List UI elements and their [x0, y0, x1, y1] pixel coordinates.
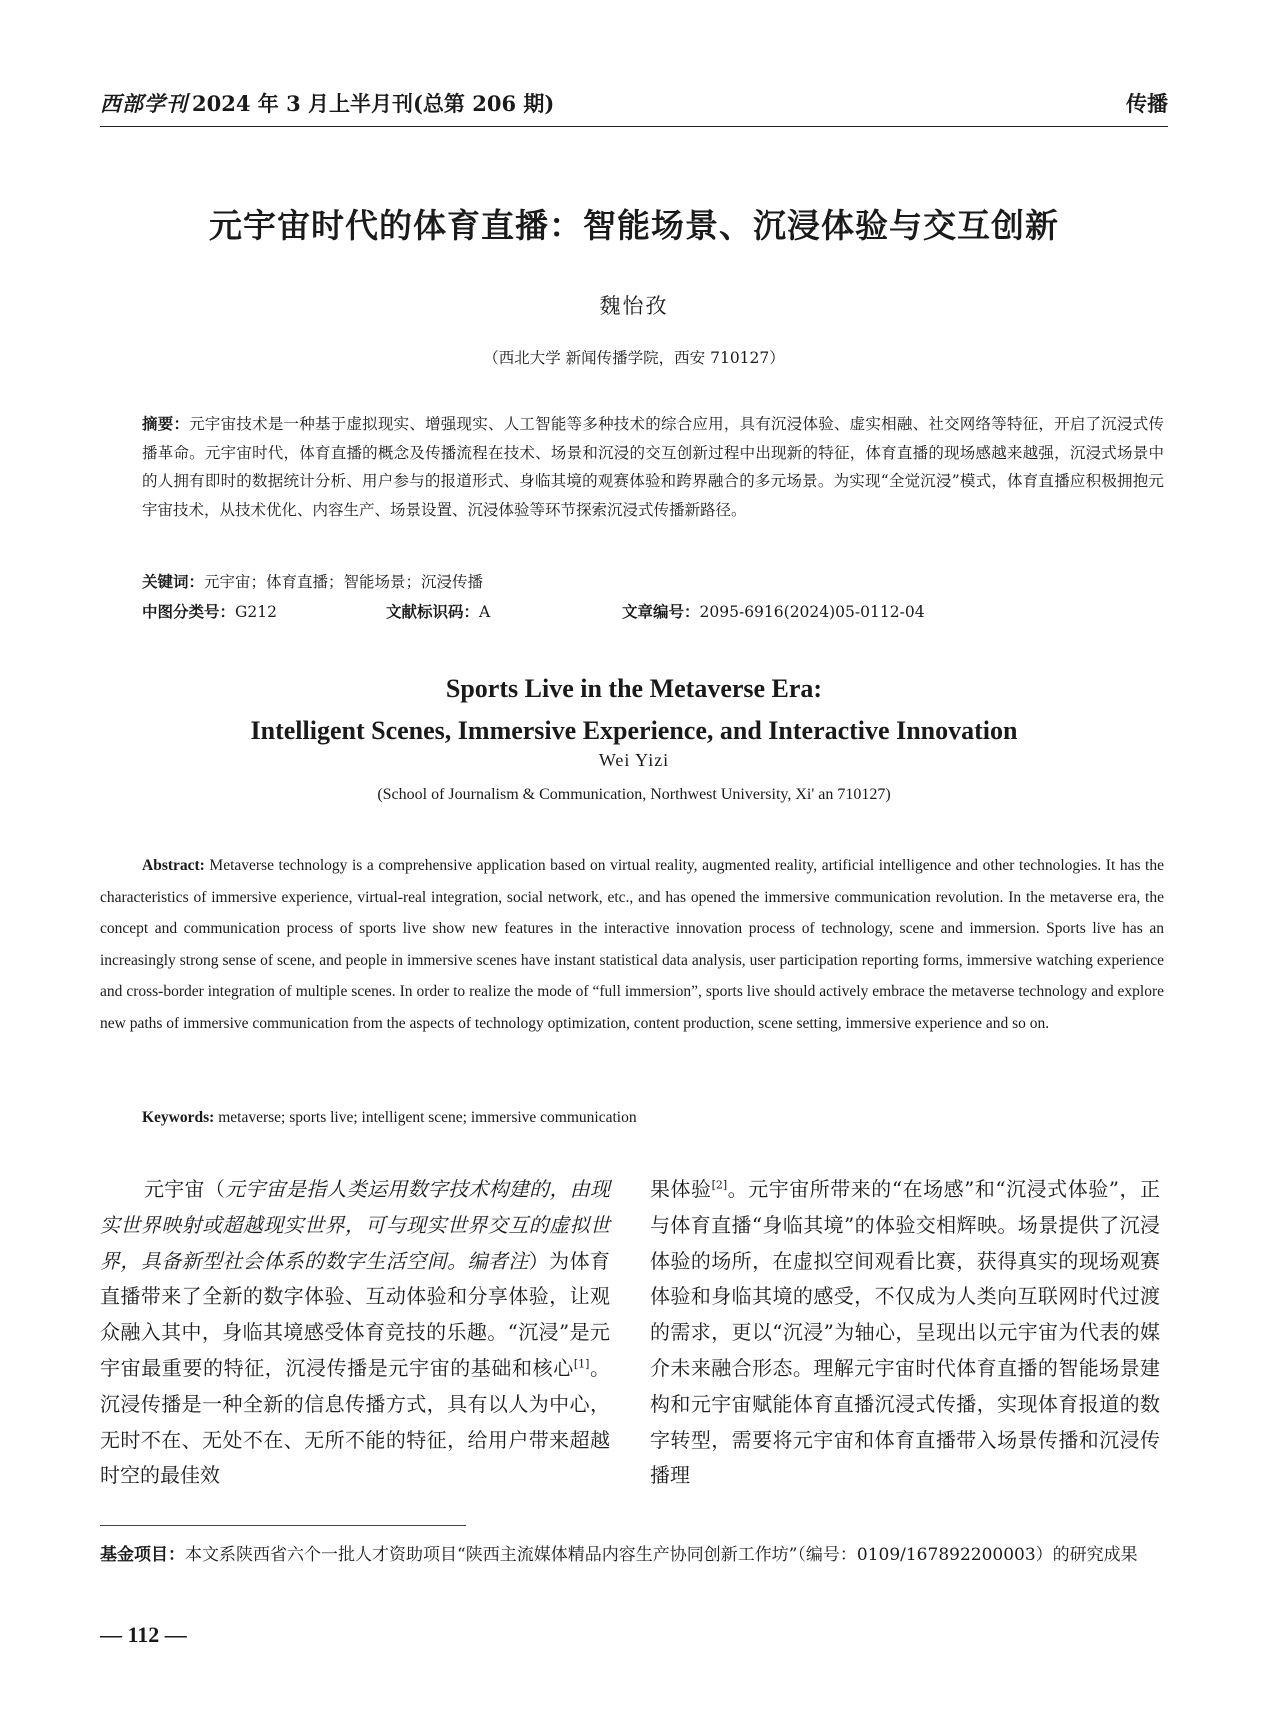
clc-label: 中图分类号： [142, 603, 236, 621]
footnote-rule [100, 1525, 466, 1526]
abstract-cn-label: 摘要： [142, 415, 190, 433]
keywords-cn [142, 568, 1164, 597]
keywords-cn-text: 元宇宙；体育直播；智能场景；沉浸传播 [204, 573, 484, 591]
title-en-line-2: Intelligent Scenes, Immersive Experience, and Interactive Innovation [250, 716, 1018, 745]
doc-code [386, 598, 490, 627]
funding-label: 基金项目： [100, 1545, 185, 1565]
editor-note: 元宇宙是指人类运用数字技术构建的，由现实世界映射或超越现实世界，可与现实世界交互的虚拟世界，具备新型社会体系的数字生活空间。编者注 [100, 1177, 611, 1273]
clc-value: G212 [235, 603, 277, 621]
keywords-en-text: metaverse; sports live; intelligent scene; immersive communication [214, 1109, 637, 1126]
article-number [622, 598, 925, 627]
abstract-cn [142, 410, 1164, 524]
keywords-en [142, 1104, 1164, 1132]
running-header-left [100, 88, 554, 118]
body-right-part-a: 果体验 [650, 1177, 712, 1201]
abstract-en-label: Abstract: [142, 857, 205, 874]
article-title-cn: 元宇宙时代的体育直播：智能场景、沉浸体验与交互创新 [209, 206, 1059, 245]
body-left-part-a: 元宇宙（ [144, 1177, 226, 1201]
affiliation-cn: （西北大学 新闻传播学院，西安 710127） [483, 349, 785, 367]
article-label: 文章编号： [622, 603, 700, 621]
abstract-en-text: Metaverse technology is a comprehensive application based on virtual reality, augmented reality, artificial intelligence and other technologies. It has the characteristics of immersive experience, virtual-real integration, social network, etc., and has opened the immersive communication revolution. In the metaverse era, the concept and communication process of sports live show new features in the interactive innovation process of technology, scene and immersion. Sports live has an increasingly strong sense of scene, and people in immersive scenes have instant statistical data analysis, user participation reporting forms, immersive watching experience and cross-border integration of multiple scenes. In order to realize the mode of “full immersion”, sports live should actively embrace the metaverse technology and explore new paths of immersive communication from the aspects of technology optimization, content production, scene setting, immersive experience and so on. [100, 857, 1164, 1032]
body-right-part-b: 。元宇宙所带来的“在场感”和“沉浸式体验”，正与体育直播“身临其境”的体验交相辉映。场景提供了沉浸体验的场所，在虚拟空间观看比赛，获得真实的现场观赛体验和身临其境的感受，不仅成为人类向互联网时代过渡的需求，更以“沉浸”为轴心，呈现出以元宇宙为代表的媒介未来融合形态。理解元宇宙时代体育直播的智能场景建构和元宇宙赋能体育直播沉浸式传播，实现体育报道的数字转型，需要将元宇宙和体育直播带入场景传播和沉浸传播理 [650, 1177, 1160, 1488]
body-left-part-b: ）为体育直播带来了全新的数字体验、互动体验和分享体验，让观众融入其中，身临其境感受体育竞技的乐趣。“沉浸”是元宇宙最重要的特征，沉浸传播是元宇宙的基础和核心 [100, 1248, 611, 1380]
body-column-right [650, 1172, 1160, 1494]
doc-value: A [479, 603, 491, 621]
section-label: 传播 [1126, 91, 1168, 116]
running-header [100, 88, 1168, 122]
keywords-en-label: Keywords: [142, 1109, 215, 1126]
page-number: — 112 — [100, 1622, 187, 1647]
doc-label: 文献标识码： [386, 603, 480, 621]
author-en: Wei Yizi [598, 750, 670, 770]
title-en-line-1: Sports Live in the Metaverse Era: [445, 674, 823, 703]
header-rule [100, 126, 1168, 127]
abstract-cn-text: 元宇宙技术是一种基于虚拟现实、增强现实、人工智能等多种技术的综合应用，具有沉浸体验、虚实相融、社交网络等特征，开启了沉浸式传播革命。元宇宙时代，体育直播的概念及传播流程在技术、场景和沉浸的交互创新过程中出现新的特征，体育直播的现场感越来越强，沉浸式场景中的人拥有即时的数据统计分析、用户参与的报道形式、身临其境的观赛体验和跨界融合的多元场景。为实现“全觉沉浸”模式，体育直播应积极拥抱元宇宙技术，从技术优化、内容生产、场景设置、沉浸体验等环节探索沉浸式传播新路径。 [142, 415, 1164, 519]
abstract-en [100, 850, 1164, 1039]
classification-row [142, 598, 1164, 626]
citation-ref-1: [1] [573, 1357, 590, 1371]
journal-logo: 西部学刊 [100, 91, 188, 116]
funding-note [100, 1540, 1164, 1570]
body-left-part-c: 。沉浸传播是一种全新的信息传播方式，具有以人为中心，无时不在、无处不在、无所不能的特征，给用户带来超越时空的最佳效 [100, 1355, 611, 1488]
affiliation-en: (School of Journalism & Communication, Northwest University, Xi' an 710127) [377, 786, 891, 803]
article-value: 2095-6916(2024)05-0112-04 [699, 603, 925, 621]
author-cn: 魏怡孜 [599, 294, 669, 318]
article-title-en [100, 668, 1168, 752]
issue-info: 2024 年 3 月上半月刊(总第 206 期) [192, 91, 555, 116]
clc-number [142, 598, 277, 627]
citation-ref-2: [2] [711, 1178, 728, 1192]
funding-text: 本文系陕西省六个一批人才资助项目“陕西主流媒体精品内容生产协同创新工作坊”（编号：0109/167892200003）的研究成果 [185, 1545, 1138, 1565]
keywords-cn-label: 关键词： [142, 573, 205, 591]
body-column-left [100, 1172, 610, 1494]
